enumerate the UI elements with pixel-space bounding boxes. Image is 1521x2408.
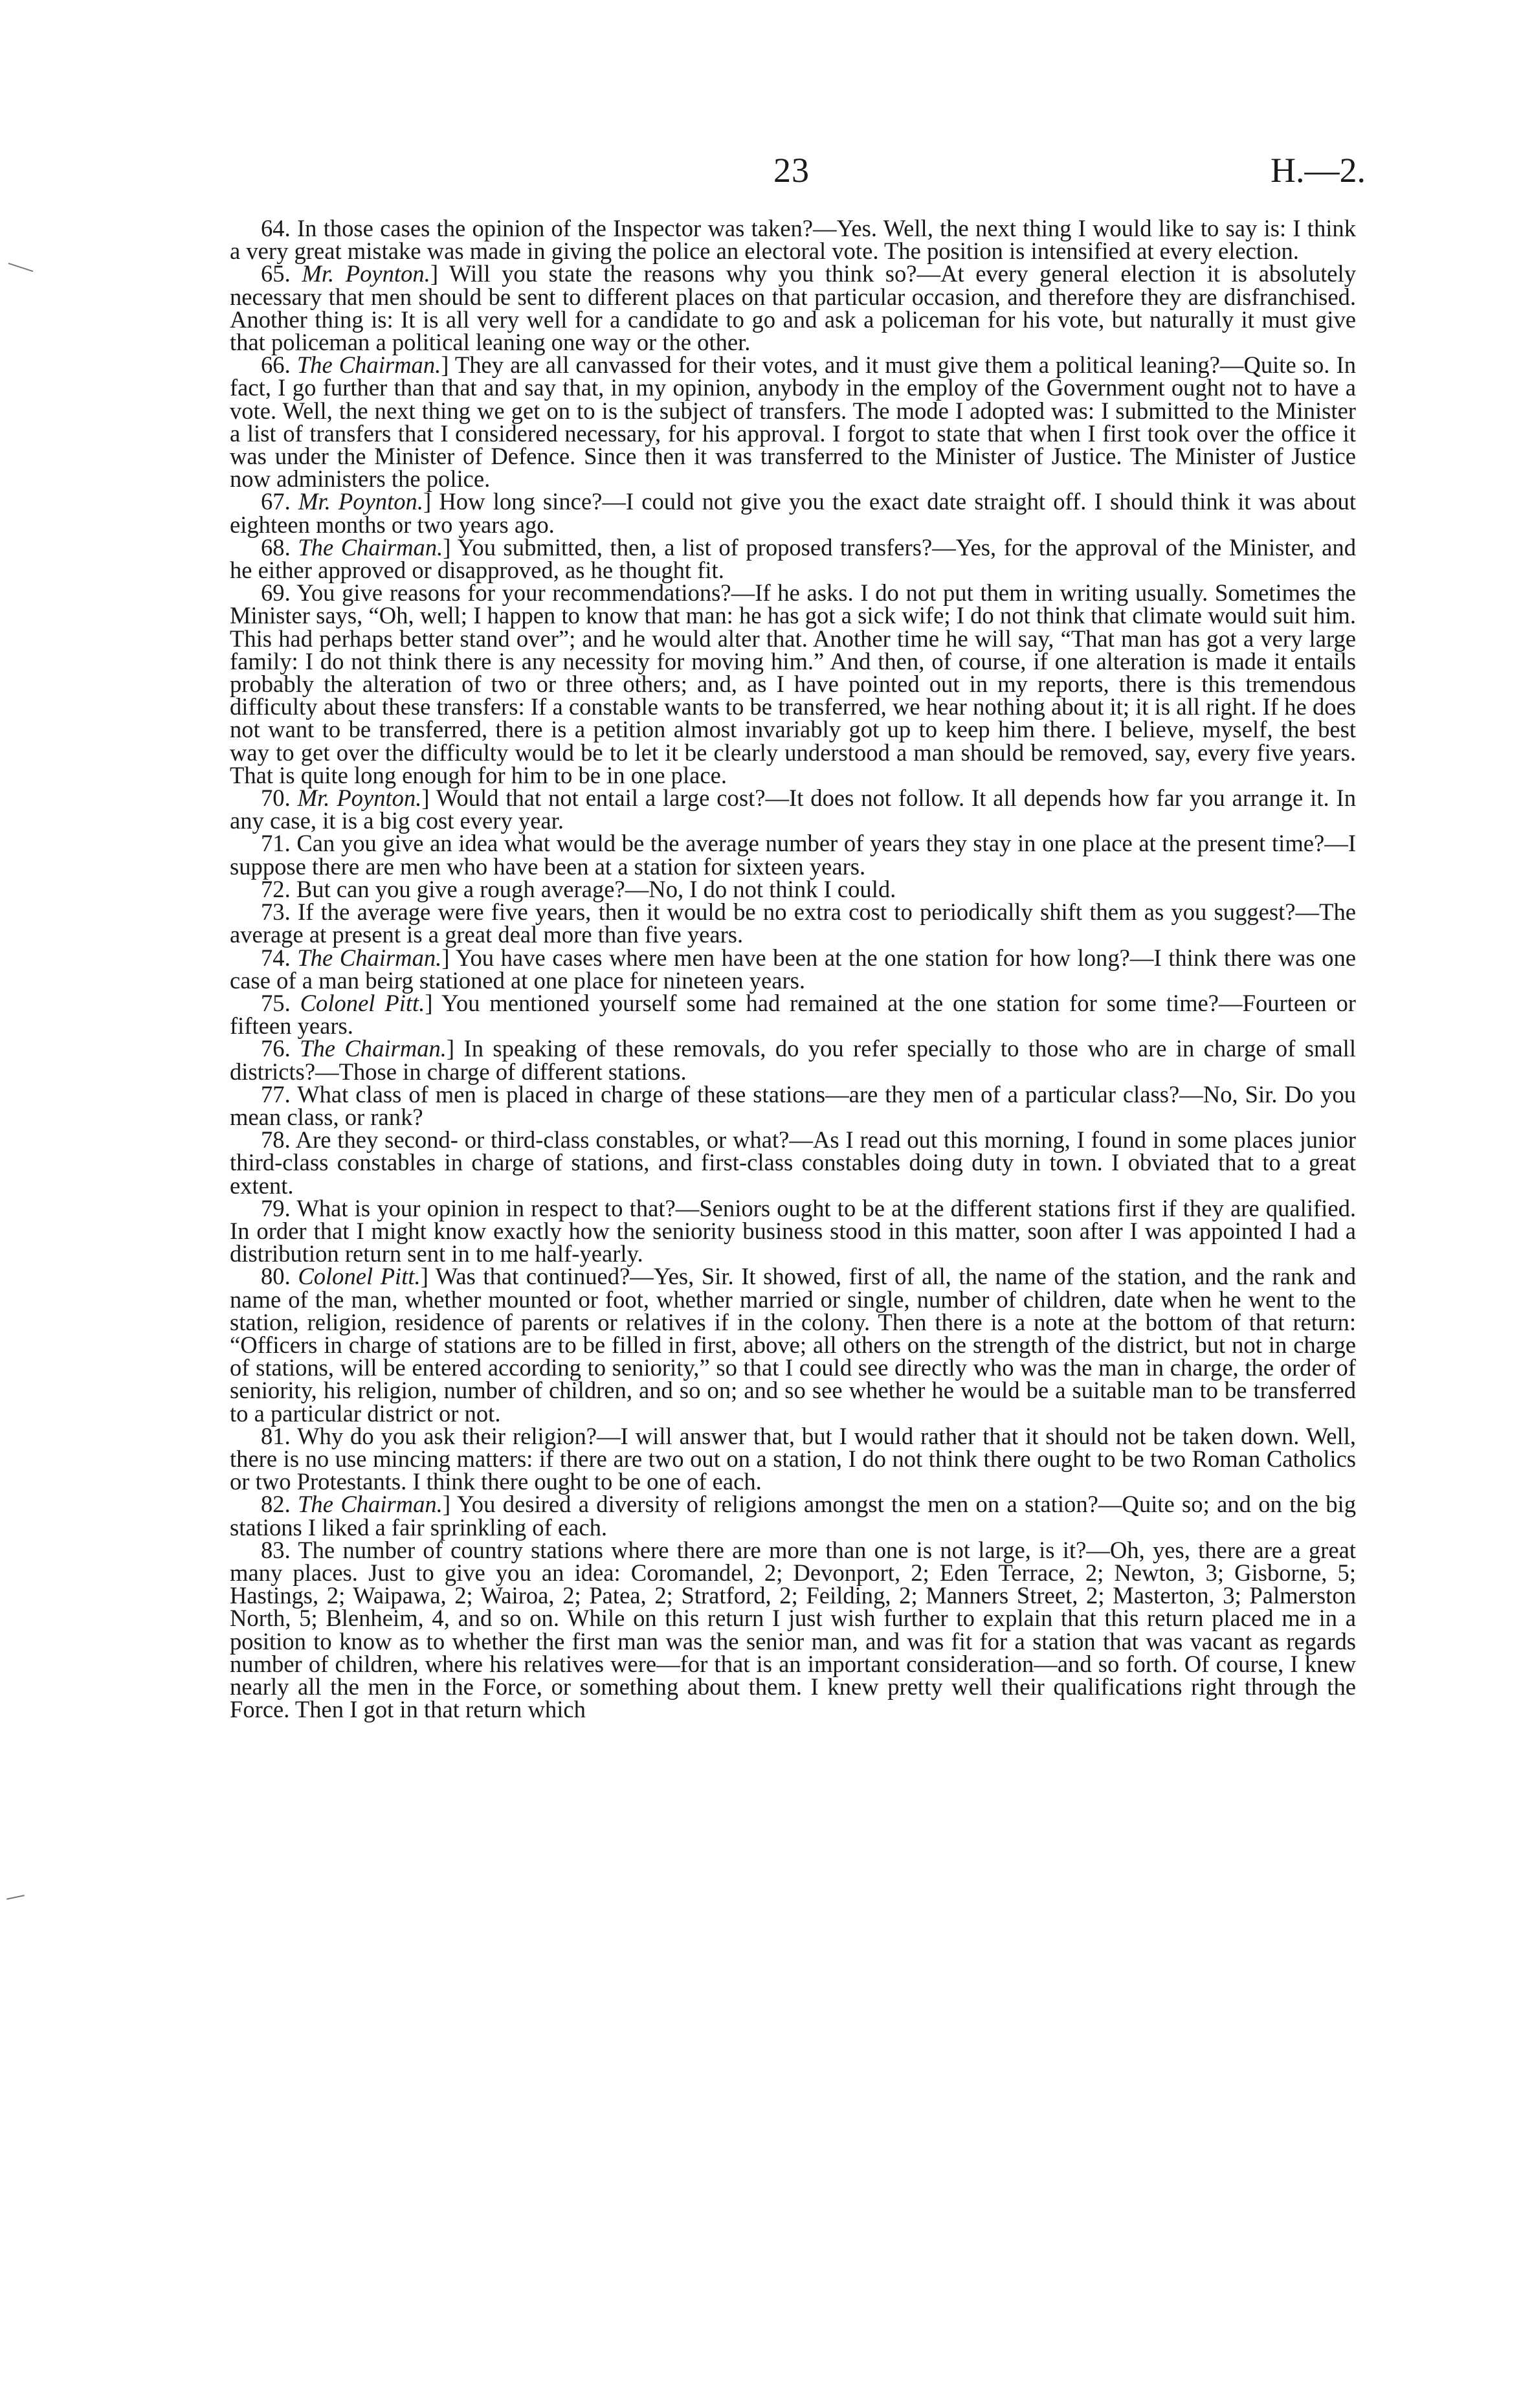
speaker-name: The Chairman. bbox=[296, 351, 441, 379]
testimony-text: You give reasons for your recommendations?—If he asks. I do not put them in writing usually. Sometimes the Minister says, “Oh, well; I happen to know that man: he has got a sick wife; I do not think that climate would suit him. This had perhaps better stand over”; and he would alter that. Another time he will say, “That man has got a very large family: I do not think there is any necessity for moving him.” And then, of course, if one alteration is made it entails probably the alteration of two or three others; and, as I have pointed out in my reports, there is this tremendous difficulty about these transfers: If a constable wants to be transferred, we hear nothing about it; it is all right. If he does not want to be transferred, there is a petition almost invariably got up to keep him there. I believe, myself, the best way to get over the difficulty would be to let it be clearly understood a man should be removed, say, every five years. That is quite long enough for him to be in one place. bbox=[230, 579, 1356, 788]
question-number: 67. bbox=[261, 488, 291, 515]
question-number: 78. bbox=[261, 1126, 291, 1154]
testimony-paragraph: 65. Mr. Poynton.] Will you state the reasons why you think so?—At every general election it is absolutely necessary that men should be sent to different places on that particular occasion, and therefore they are disfranchised. Another thing is: It is all very well for a candidate to go and ask a policeman for his vote, but naturally it must give that policeman a political leaning one way or the other. bbox=[230, 260, 1356, 356]
testimony-paragraph bbox=[230, 1422, 1356, 1495]
speaker-name: The Chairman. bbox=[298, 1491, 443, 1518]
question-number: 81. bbox=[261, 1422, 291, 1449]
speaker-name: Mr. Poynton. bbox=[297, 785, 422, 812]
testimony-text: But can you give a rough average?—No, I do not think I could. bbox=[296, 875, 896, 902]
testimony-paragraph: 68. The Chairman.] You submitted, then, a list of proposed transfers?—Yes, for the approval of the Minister, and he either approved or disapproved, as he thought fit. bbox=[230, 533, 1356, 584]
testimony-text: You mentioned yourself some had remained at the one station for some time?—Fourteen or fifteen years. bbox=[230, 989, 1356, 1040]
question-number: 64. bbox=[261, 215, 291, 241]
speaker-name: The Chairman. bbox=[298, 533, 443, 561]
speaker-name: Mr. Poynton. bbox=[302, 260, 430, 287]
question-number: 66. bbox=[261, 351, 291, 379]
speaker-name: Mr. Poynton. bbox=[298, 488, 423, 515]
question-number: 69. bbox=[261, 579, 291, 607]
page-header bbox=[0, 150, 1521, 195]
question-number: 73. bbox=[261, 898, 291, 926]
testimony-text: The number of country stations where there are more than one is not large, is it?—Oh, yes, there are a great many places. Just to give you an idea: Coromandel, 2; Devonport, 2; Eden Terrace, 2; Newton, 3; Gisborne, 5; Hastings, 2; Waipawa, 2; Wairoa, 2; Patea, 2; Stratford, 2; Feilding, 2; Manners Street, 2; Masterton, 3; Palmerston North, 5; Blenheim, 4, and so on. While on this return I just wish further to explain that this return placed me in a position to know as to whether the first man was the senior man, and was fit for a station that was vacant as regards number of children, where his relatives were—for that is an important consideration—and so forth. Of course, I knew nearly all the men in the Force, or something about them. I knew pretty well their qualifications right through the Force. Then I got in that return which bbox=[230, 1536, 1356, 1723]
testimony-paragraph: 76. The Chairman.] In speaking of these removals, do you refer specially to those who are in charge of small districts?—Those in charge of different stations. bbox=[230, 1035, 1356, 1085]
question-number: 79. bbox=[261, 1194, 291, 1221]
speaker-name: Colonel Pitt. bbox=[298, 1263, 421, 1290]
testimony-text: Are they second- or third-class constables, or what?—As I read out this morning, I found in some places junior third-class constables in charge of stations, and first-class constables doing duty in town. I obviated that to a great extent. bbox=[230, 1126, 1356, 1199]
question-number: 83. bbox=[261, 1536, 291, 1563]
testimony-text: Can you give an idea what would be the average number of years they stay in one place at the present time?—I suppose there are men who have been at a station for sixteen years. bbox=[230, 830, 1356, 880]
testimony-paragraph bbox=[230, 875, 1356, 902]
testimony-text: Was that continued?—Yes, Sir. It showed, first of all, the name of the station, and the rank and name of the man, whether mounted or foot, whether married or single, number of children, date when he went to the station, religion, residence of parents or relatives if in the colony. Then there is a note at the bottom of that return: “Officers in charge of stations are to be filled in first, above; all others on the strength of the district, but not in charge of stations, will be entered according to seniority,” so that I could see directly who was the man in charge, the order of seniority, his religion, number of children, and so on; and so see whether he would be a suitable man to be transferred to a particular district or not. bbox=[230, 1263, 1356, 1427]
testimony-text: How long since?—I could not give you the exact date straight off. I should think it was about eighteen months or two years ago. bbox=[230, 488, 1356, 538]
question-number: 68. bbox=[261, 533, 291, 561]
question-number: 71. bbox=[261, 830, 291, 857]
testimony-text: What class of men is placed in charge of these stations—are they men of a particular class?—No, Sir. Do you mean class, or rank? bbox=[230, 1080, 1357, 1130]
testimony-body bbox=[230, 217, 1356, 1721]
testimony-paragraph: 80. Colonel Pitt.] Was that continued?—Yes, Sir. It showed, first of all, the name of the station, and the rank and name of the man, whether mounted or foot, whether married or single, number of children, date when he went to the station, religion, residence of parents or relatives if in the colony. Then there is a note at the bottom of that return: “Officers in charge of stations are to be filled in first, above; all others on the strength of the district, but not in charge of stations, will be entered according to seniority,” so that I could see directly who was the man in charge, the order of seniority, his religion, number of children, and so on; and so see whether he would be a suitable man to be transferred to a particular district or not. bbox=[230, 1263, 1356, 1427]
speaker-name: The Chairman. bbox=[300, 1035, 447, 1062]
question-number: 70. bbox=[261, 785, 291, 812]
testimony-paragraph bbox=[230, 215, 1356, 265]
speaker-name: The Chairman. bbox=[297, 944, 442, 971]
document-reference: H.—2. bbox=[1271, 151, 1366, 190]
testimony-paragraph bbox=[230, 1536, 1356, 1723]
question-number: 75. bbox=[261, 989, 291, 1016]
testimony-paragraph: 75. Colonel Pitt.] You mentioned yourself some had remained at the one station for some time?—Fourteen or fifteen years. bbox=[230, 989, 1356, 1040]
testimony-paragraph bbox=[230, 1128, 1356, 1197]
margin-scan-mark bbox=[8, 263, 34, 272]
testimony-paragraph bbox=[230, 830, 1356, 880]
testimony-paragraph bbox=[230, 1194, 1357, 1267]
testimony-paragraph bbox=[230, 581, 1356, 786]
testimony-text: They are all canvassed for their votes, and it must give them a political leaning?—Quite so. In fact, I go further than that and say that, in my opinion, anybody in the employ of the Government ought not to have a vote. Well, the next thing we get on to is the subject of transfers. The mode I adopted was: I submitted to the Minister a list of transfers that I considered necessary, for his approval. I forgot to state that when I first took over the office it was under the Minister of Defence. Since then it was transferred to the Minister of Justice. The Minister of Justice now administers the police. bbox=[230, 351, 1356, 493]
testimony-text: What is your opinion in respect to that?—Seniors ought to be at the different stations first if they are qualified. In order that I might know exactly how the seniority business stood in this matter, soon after I was appointed I had a distribution return sent in to me half-yearly. bbox=[230, 1194, 1357, 1267]
page-number: 23 bbox=[773, 151, 810, 190]
testimony-paragraph: 67. Mr. Poynton.] How long since?—I could not give you the exact date straight off. I should think it was about eighteen months or two years ago. bbox=[230, 488, 1356, 538]
margin-scan-mark bbox=[6, 1895, 25, 1900]
testimony-text: Why do you ask their religion?—I will answer that, but I would rather that it should not be taken down. Well, there is no use mincing matters: if there are two out on a station, I do not think there ought to be two Roman Catholics or two Protestants. I think there ought to be one of each. bbox=[230, 1422, 1356, 1495]
testimony-paragraph: 74. The Chairman.] You have cases where men have been at the one station for how long?—I think there was one case of a man beirg stationed at one place for nineteen years. bbox=[230, 944, 1356, 994]
testimony-text: Will you state the reasons why you think so?—At every general election it is absolutely necessary that men should be sent to different places on that particular occasion, and therefore they are disfranchised. Another thing is: It is all very well for a candidate to go and ask a policeman for his vote, but naturally it must give that policeman a political leaning one way or the other. bbox=[230, 260, 1356, 356]
testimony-text: Would that not entail a large cost?—It does not follow. It all depends how far you arrange it. In any case, it is a big cost every year. bbox=[230, 785, 1356, 834]
testimony-paragraph: 82. The Chairman.] You desired a diversity of religions amongst the men on a station?—Quite so; and on the big stations I liked a fair sprinkling of each. bbox=[230, 1491, 1356, 1541]
testimony-text: In speaking of these removals, do you refer specially to those who are in charge of small districts?—Those in charge of different stations. bbox=[230, 1035, 1356, 1085]
testimony-text: You desired a diversity of religions amongst the men on a station?—Quite so; and on the big stations I liked a fair sprinkling of each. bbox=[230, 1491, 1356, 1541]
question-number: 82. bbox=[261, 1491, 291, 1518]
testimony-paragraph bbox=[230, 900, 1356, 946]
testimony-paragraph: 70. Mr. Poynton.] Would that not entail a large cost?—It does not follow. It all depends how far you arrange it. In any case, it is a big cost every year. bbox=[230, 785, 1356, 834]
question-number: 72. bbox=[261, 875, 291, 902]
testimony-text: In those cases the opinion of the Inspector was taken?—Yes. Well, the next thing I would like to say is: I think a very great mistake was made in giving the police an electoral vote. The position is intensified at every election. bbox=[230, 215, 1356, 265]
testimony-text: You have cases where men have been at the one station for how long?—I think there was one case of a man beirg stationed at one place for nineteen years. bbox=[230, 944, 1356, 994]
question-number: 74. bbox=[261, 944, 291, 971]
testimony-paragraph bbox=[230, 1080, 1357, 1130]
question-number: 76. bbox=[261, 1035, 291, 1062]
testimony-paragraph: 66. The Chairman.] They are all canvassed for their votes, and it must give them a political leaning?—Quite so. In fact, I go further than that and say that, in my opinion, anybody in the employ of the Government ought not to have a vote. Well, the next thing we get on to is the subject of transfers. The mode I adopted was: I submitted to the Minister a list of transfers that I considered necessary, for his approval. I forgot to state that when I first took over the office it was under the Minister of Defence. Since then it was transferred to the Minister of Justice. The Minister of Justice now administers the police. bbox=[230, 351, 1356, 493]
testimony-text: You submitted, then, a list of proposed transfers?—Yes, for the approval of the Minister, and he either approved or disapproved, as he thought fit. bbox=[230, 533, 1356, 584]
question-number: 80. bbox=[261, 1263, 291, 1290]
testimony-text: If the average were five years, then it would be no extra cost to periodically shift them as you suggest?—The average at present is a great deal more than five years. bbox=[230, 898, 1356, 948]
question-number: 77. bbox=[261, 1080, 291, 1108]
question-number: 65. bbox=[261, 260, 291, 287]
speaker-name: Colonel Pitt. bbox=[300, 989, 425, 1016]
